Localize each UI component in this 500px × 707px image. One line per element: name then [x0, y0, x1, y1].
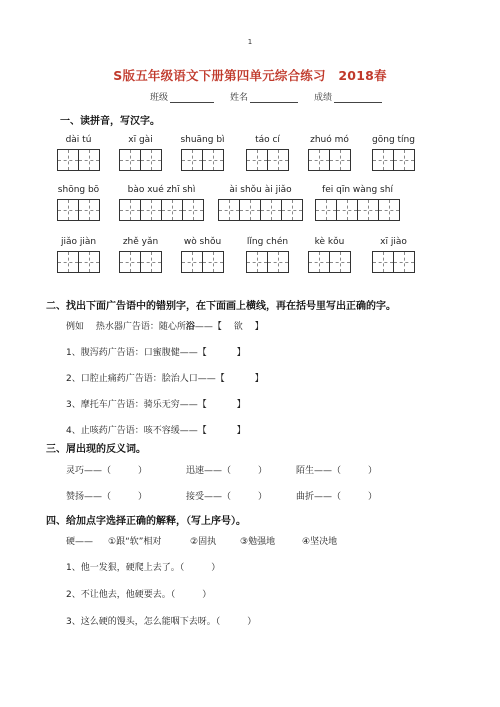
- pinyin-label: zhuó mó: [310, 135, 349, 145]
- tianzige-group: [246, 149, 288, 171]
- tianzige-group: [181, 251, 223, 273]
- pinyin-label: kè kǒu: [314, 237, 345, 247]
- class-field[interactable]: [150, 90, 214, 103]
- student-info-line: [150, 90, 382, 103]
- option-1: ①跟“软”相对: [108, 537, 162, 547]
- tianzige-group: [372, 251, 414, 273]
- antonym-3[interactable]: 陌生——（ ）: [296, 466, 378, 476]
- tianzige-group: [119, 199, 203, 221]
- pinyin-label: gōng tíng: [372, 135, 415, 145]
- name-label: 姓名: [230, 93, 249, 103]
- tianzige-box[interactable]: [119, 251, 141, 273]
- tianzige-box[interactable]: [372, 149, 394, 171]
- tianzige-box[interactable]: [78, 199, 100, 221]
- tianzige-group: [308, 149, 350, 171]
- tianzige-box[interactable]: [181, 251, 203, 273]
- tianzige-box[interactable]: [267, 251, 289, 273]
- tianzige-box[interactable]: [161, 199, 183, 221]
- section2-heading: 二、找出下面广告语中的错别字，在下面画上横线，再在括号里写出正确的字。: [46, 301, 396, 312]
- section1-heading: 一、读拼音，写汉字。: [60, 116, 160, 127]
- class-blank[interactable]: [170, 93, 214, 103]
- tianzige-box[interactable]: [239, 199, 261, 221]
- section2-example: [66, 319, 264, 332]
- tianzige-box[interactable]: [308, 251, 330, 273]
- antonym-4[interactable]: 赞扬——（ ）: [66, 492, 148, 502]
- pinyin-label: lǐng chén: [246, 237, 289, 247]
- page-number: 1: [247, 38, 253, 46]
- section4-item-1[interactable]: 1、他一发狠，硬爬上去了。（ ）: [66, 563, 221, 573]
- pinyin-label: zhě yǎn: [122, 237, 159, 247]
- target-word: 硬——: [66, 537, 94, 547]
- tianzige-box[interactable]: [329, 149, 351, 171]
- tianzige-box[interactable]: [57, 251, 79, 273]
- score-blank[interactable]: [334, 93, 382, 103]
- pinyin-label: wò shǒu: [183, 237, 222, 247]
- tianzige-box[interactable]: [202, 149, 224, 171]
- section2-item-3[interactable]: 3、摩托车广告语：骑乐无穷——【 】: [66, 400, 246, 410]
- tianzige-box[interactable]: [57, 149, 79, 171]
- tianzige-box[interactable]: [57, 199, 79, 221]
- pinyin-label: bào xué zhī shì: [127, 185, 196, 195]
- tianzige-box[interactable]: [393, 251, 415, 273]
- option-3: ③勉强地: [240, 537, 276, 547]
- worksheet-title: S版五年级语文下册第四单元综合练习 2018春: [113, 68, 387, 83]
- pinyin-label: ài shǒu ài jiǎo: [229, 185, 292, 195]
- tianzige-group: [308, 251, 350, 273]
- tianzige-group: [372, 149, 414, 171]
- pinyin-label: shōng bō: [57, 185, 100, 195]
- tianzige-box[interactable]: [218, 199, 240, 221]
- antonym-1[interactable]: 灵巧——（ ）: [66, 466, 148, 476]
- antonym-6[interactable]: 曲折——（ ）: [296, 492, 378, 502]
- name-blank[interactable]: [250, 93, 298, 103]
- tianzige-group: [315, 199, 399, 221]
- tianzige-box[interactable]: [246, 251, 268, 273]
- name-field[interactable]: [230, 90, 298, 103]
- tianzige-box[interactable]: [378, 199, 400, 221]
- tianzige-box[interactable]: [329, 251, 351, 273]
- tianzige-box[interactable]: [181, 149, 203, 171]
- tianzige-box[interactable]: [140, 199, 162, 221]
- antonym-2[interactable]: 迅速——（ ）: [186, 466, 268, 476]
- tianzige-box[interactable]: [78, 251, 100, 273]
- antonym-5[interactable]: 接受——（ ）: [186, 492, 268, 502]
- pinyin-label: jiǎo jiàn: [60, 237, 97, 247]
- tianzige-box[interactable]: [336, 199, 358, 221]
- tianzige-box[interactable]: [246, 149, 268, 171]
- example-answer: ——【 欲 】: [194, 322, 264, 332]
- tianzige-box[interactable]: [281, 199, 303, 221]
- pinyin-label: dài tú: [65, 135, 92, 145]
- tianzige-group: [246, 251, 288, 273]
- section2-item-2[interactable]: 2、口腔止痛药广告语：脍治人口——【 】: [66, 374, 264, 384]
- tianzige-group: [57, 251, 99, 273]
- section4-heading: 四、给加点字选择正确的解释，（写上序号）。: [46, 516, 246, 527]
- tianzige-group: [57, 199, 99, 221]
- score-field[interactable]: [314, 90, 382, 103]
- section2-item-1[interactable]: 1、腹泻药广告语：口蜜腹健——【 】: [66, 348, 246, 358]
- tianzige-box[interactable]: [182, 199, 204, 221]
- option-4: ④坚决地: [302, 537, 338, 547]
- tianzige-box[interactable]: [140, 149, 162, 171]
- tianzige-box[interactable]: [267, 149, 289, 171]
- tianzige-box[interactable]: [357, 199, 379, 221]
- tianzige-group: [119, 251, 161, 273]
- tianzige-box[interactable]: [315, 199, 337, 221]
- pinyin-label: xī gài: [128, 135, 153, 145]
- tianzige-group: [181, 149, 223, 171]
- tianzige-box[interactable]: [140, 251, 162, 273]
- tianzige-box[interactable]: [202, 251, 224, 273]
- tianzige-box[interactable]: [393, 149, 415, 171]
- tianzige-group: [57, 149, 99, 171]
- example-text: 例如 热水器广告语：随心所: [66, 322, 186, 332]
- section4-item-2[interactable]: 2、不让他去，他硬要去。（ ）: [66, 590, 212, 600]
- section4-item-3[interactable]: 3、这么硬的馒头，怎么能咽下去呀。（ ）: [66, 617, 257, 627]
- section2-item-4[interactable]: 4、止咳药广告语：咳不容缓——【 】: [66, 426, 246, 436]
- tianzige-box[interactable]: [260, 199, 282, 221]
- score-label: 成绩: [314, 93, 333, 103]
- option-2: ②固执: [190, 537, 217, 547]
- pinyin-label: fei qīn wàng shí: [322, 185, 393, 195]
- pinyin-label: táo cí: [255, 135, 280, 145]
- tianzige-box[interactable]: [78, 149, 100, 171]
- tianzige-box[interactable]: [308, 149, 330, 171]
- tianzige-box[interactable]: [372, 251, 394, 273]
- tianzige-group: [218, 199, 302, 221]
- tianzige-group: [119, 149, 161, 171]
- tianzige-box[interactable]: [119, 149, 141, 171]
- example-wrong-char: 浴: [185, 322, 195, 332]
- pinyin-label: shuāng bì: [180, 135, 225, 145]
- class-label: 班级: [150, 93, 169, 103]
- tianzige-box[interactable]: [119, 199, 141, 221]
- pinyin-label: xī jiào: [380, 237, 407, 247]
- section3-heading: 三、屑出现的反义词。: [46, 444, 146, 455]
